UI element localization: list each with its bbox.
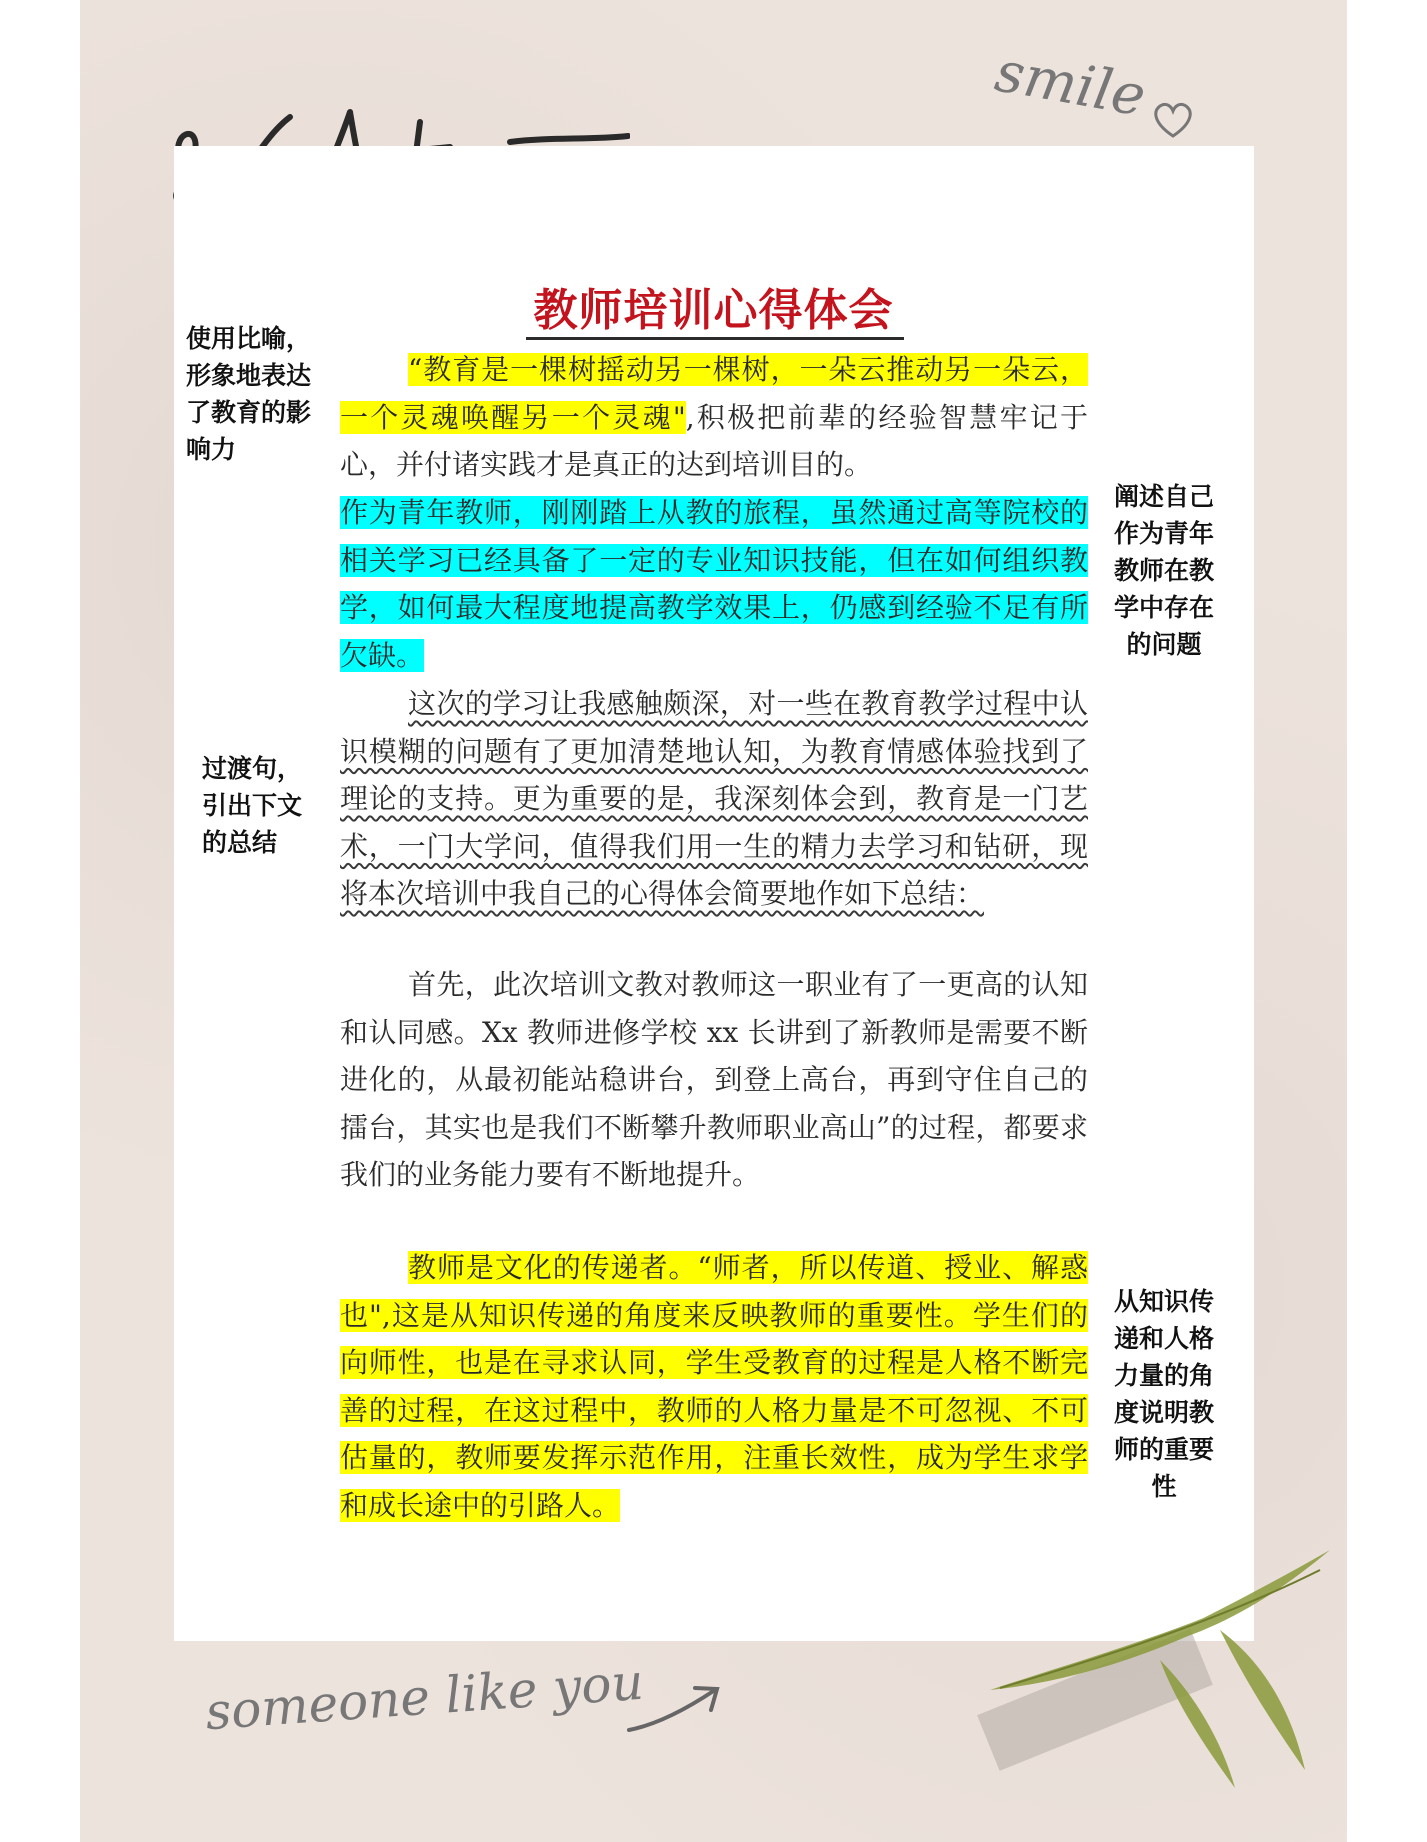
- wavy-underline-transition: 这次的学习让我感触颇深，对一些在教育教学过程中认识模糊的问题有了更加清楚地认知，为教育情感体验找到了理论的支持。更为重要的是，我深刻体会到，教育是一门艺术，一门大学问，值得我们用一生的精力去学习和钻研，现将本次培训中我自己的心得体会简要地作如下总结：: [340, 687, 1088, 910]
- someone-like-you-script-text: someone like you: [203, 1652, 646, 1742]
- annotation-young-teacher: 阐述自己作为青年教师在教学中存在的问题: [1113, 482, 1214, 659]
- annotation-transition: 过渡句，引出下文的总结: [202, 754, 303, 857]
- paragraph-metaphor: [340, 346, 1088, 489]
- heart-doodle-icon: [1150, 100, 1196, 140]
- paragraph-first-point: 首先，此次培训文教对教师这一职业有了一更高的认知和认同感。Xx 教师进修学校 xx 长讲到了新教师是需要不断进化的，从最初能站稳讲台，到登上高台，再到守住自己的擂台，其实也是我们不断攀升教师职业高山”的过程，都要求我们的业务能力要有不断地提升。: [340, 968, 1088, 1191]
- highlight-metaphor: “教育是一棵树摇动另一棵树，一朵云推动另一朵云，一个灵魂唤醒另一个灵魂": [340, 353, 1088, 434]
- highlight-teacher-importance: 教师是文化的传递者。“师者，所以传道、授业、解惑也",这是从知识传递的角度来反映教师的重要性。学生们的向师性，也是在寻求认同，学生受教育的过程是人格不断完善的过程，在这过程中，教师的人格力量是不可忽视、不可估量的，教师要发挥示范作用，注重长效性，成为学生求学和成长途中的引路人。: [340, 1251, 1088, 1522]
- paragraph-teacher-importance: [340, 1244, 1088, 1529]
- highlight-young-teacher: 作为青年教师，刚刚踏上从教的旅程，虽然通过高等院校的相关学习已经具备了一定的专业知识技能，但在如何组织教学，如何最大程度地提高教学效果上，仍感到经验不足有所欠缺。: [340, 496, 1088, 672]
- annotation-metaphor: 使用比喻，形象地表达了教育的影响力: [186, 324, 312, 464]
- smile-script-text: smile: [990, 39, 1151, 130]
- bamboo-leaf-decoration: [960, 1520, 1347, 1790]
- document-title: 教师培训心得体会: [533, 285, 894, 336]
- paragraph-young-teacher: [340, 489, 1088, 679]
- paragraph-metaphor-rest: ,积极把前辈的经验智慧牢记于心，并付诸实践才是真正的达到培训目的。: [340, 400, 1088, 481]
- annotation-importance: 从知识传递和人格力量的角度说明教师的重要性: [1113, 1287, 1214, 1501]
- arrow-doodle-icon: [625, 1680, 725, 1740]
- paragraph-transition: [340, 680, 1088, 918]
- title-underline: [526, 337, 904, 340]
